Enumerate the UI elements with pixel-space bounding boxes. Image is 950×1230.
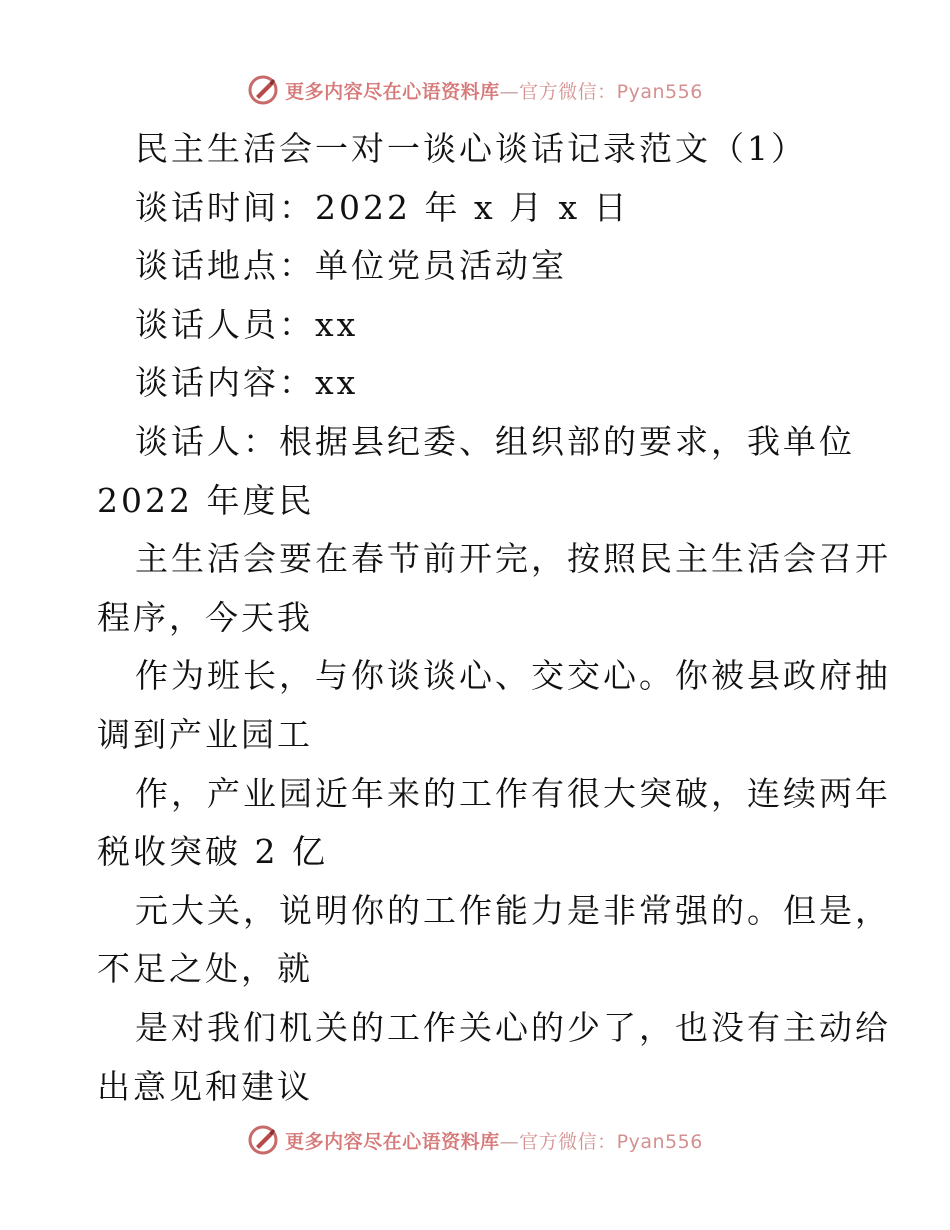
watermark-separator: — xyxy=(499,1130,520,1153)
paragraph-line: 2022 年度民 xyxy=(97,480,315,520)
paragraph-line: 元大关，说明你的工作能力是非常强的。但是， xyxy=(135,890,891,930)
paragraph-line: 作为班长，与你谈谈心、交交心。你被县政府抽 xyxy=(135,656,891,696)
footer-watermark xyxy=(0,1120,950,1160)
watermark-text xyxy=(285,77,703,104)
paragraph-line: 不足之处，就 xyxy=(97,949,313,989)
talk-location: 谈话地点：单位党员活动室 xyxy=(135,246,567,286)
watermark-brand: 更多内容尽在心语资料库 xyxy=(285,1130,500,1153)
document-title: 民主生活会一对一谈心谈话记录范文（1） xyxy=(135,129,807,168)
logo-icon xyxy=(247,1124,279,1156)
paragraph-line: 出意见和建议 xyxy=(97,1066,313,1106)
logo-icon xyxy=(247,74,279,106)
watermark-separator: — xyxy=(499,80,520,103)
talk-participants: 谈话人员：xx xyxy=(135,304,359,344)
watermark-brand: 更多内容尽在心语资料库 xyxy=(285,80,500,103)
paragraph-line: 主生活会要在春节前开完，按照民主生活会召开 xyxy=(135,539,891,579)
paragraph-line: 是对我们机关的工作关心的少了，也没有主动给 xyxy=(135,1007,891,1047)
paragraph-line: 谈话人：根据县纪委、组织部的要求，我单位 xyxy=(135,421,855,461)
watermark-contact: 官方微信：Pyan556 xyxy=(519,80,703,103)
watermark-text xyxy=(285,1127,703,1154)
document-body xyxy=(97,120,891,1116)
talk-content: 谈话内容：xx xyxy=(135,363,359,403)
watermark-contact: 官方微信：Pyan556 xyxy=(519,1130,703,1153)
paragraph-line: 税收突破 2 亿 xyxy=(97,832,328,872)
paragraph-line: 作，产业园近年来的工作有很大突破，连续两年 xyxy=(135,773,891,813)
paragraph-line: 程序，今天我 xyxy=(97,597,313,637)
paragraph-line: 调到产业园工 xyxy=(97,714,313,754)
talk-time: 谈话时间：2022 年 x 月 x 日 xyxy=(135,187,630,227)
header-watermark xyxy=(0,70,950,110)
